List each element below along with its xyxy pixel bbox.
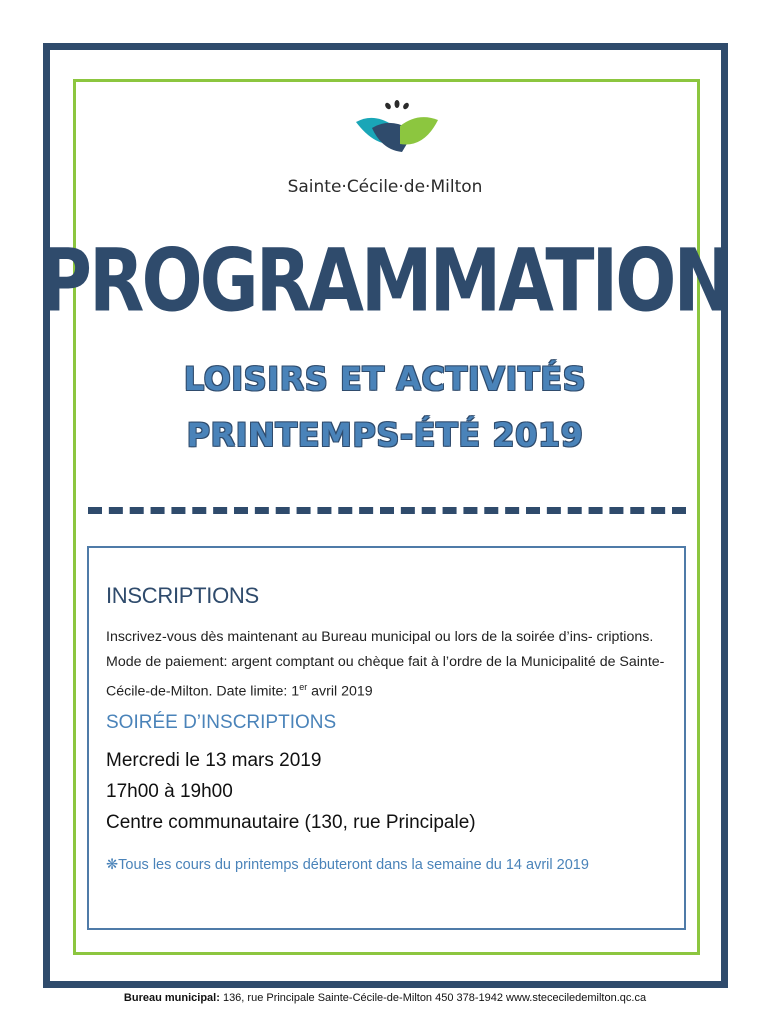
inscriptions-text: [106, 625, 666, 705]
municipality-name: Sainte·Cécile·de·Milton: [287, 177, 483, 197]
footer: [0, 992, 770, 1004]
municipal-logo-icon: [352, 100, 442, 160]
main-title: PROGRAMMATION: [39, 230, 731, 331]
subtitle-line-1: LOISIRS ET ACTIVITÉS: [183, 360, 587, 398]
event-time: 17h00 à 19h00: [106, 781, 233, 802]
dashed-divider: [88, 507, 686, 514]
courses-note-text: Tous les cours du printemps débuteront dans la semaine du 14 avril 2019: [118, 857, 589, 873]
inscriptions-heading: INSCRIPTIONS: [106, 583, 259, 608]
footer-text: 136, rue Principale Sainte-Cécile-de-Milton 450 378-1942 www.stececiledemilton.qc.ca: [219, 992, 647, 1004]
footer-label: Bureau municipal:: [123, 992, 220, 1004]
inscriptions-text-end: avril 2019: [307, 683, 373, 700]
ordinal-suffix: er: [299, 682, 308, 692]
soiree-heading: SOIRÉE D’INSCRIPTIONS: [106, 712, 337, 733]
event-place: Centre communautaire (130, rue Principale): [106, 812, 476, 833]
inscriptions-text-main: Inscrivez-vous dès maintenant au Bureau municipal ou lors de la soirée d’ins- criptions. Mode de paiement: argent comptant ou chèque fait à l’ordre de la Municipalité de Sainte-Cécile-de-Milton. Date limite: 1: [106, 629, 665, 700]
event-date: Mercredi le 13 mars 2019: [106, 750, 322, 771]
subtitle-line-2: PRINTEMPS-ÉTÉ 2019: [186, 416, 584, 454]
asterisk-flower-icon: ❋: [106, 857, 119, 873]
courses-note: [106, 857, 589, 873]
